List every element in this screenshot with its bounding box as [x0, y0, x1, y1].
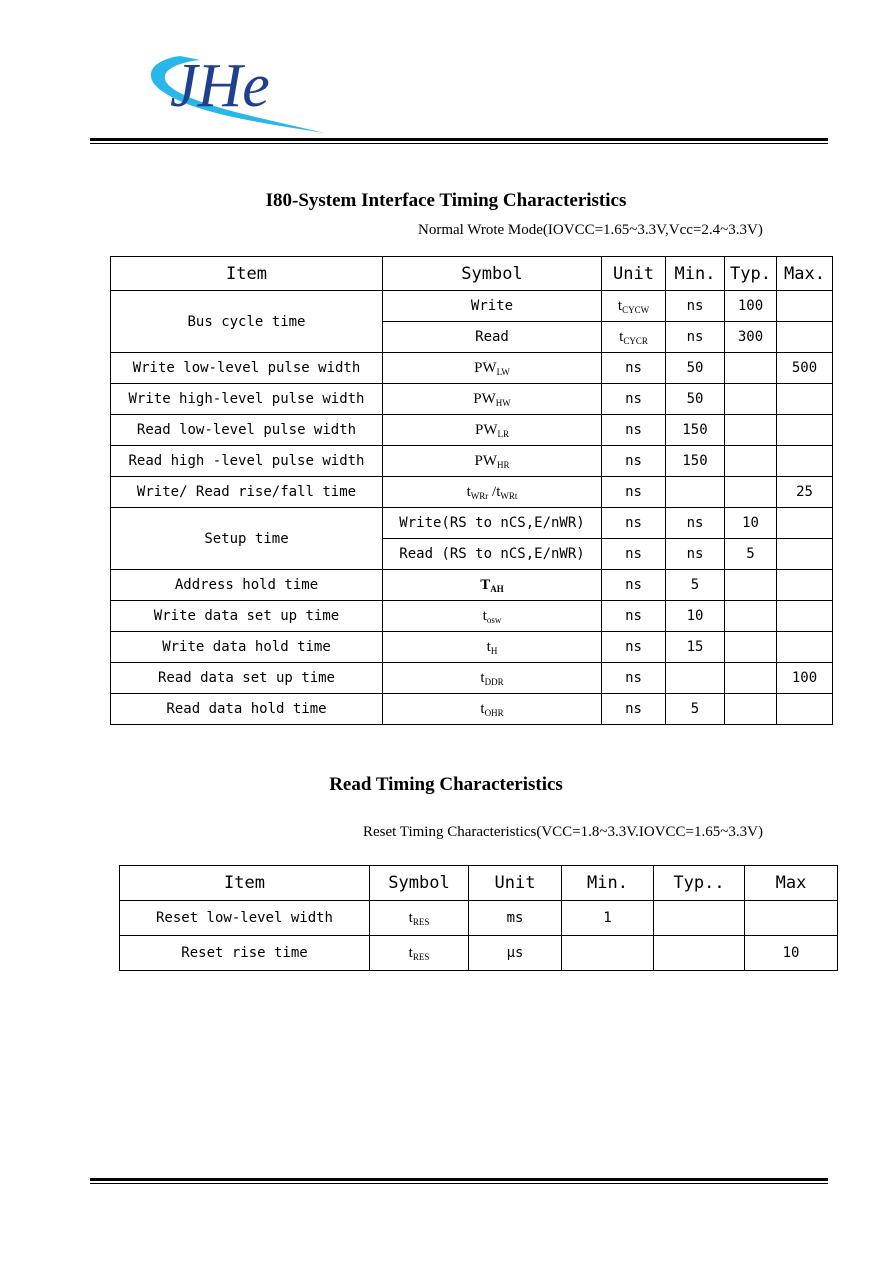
header-unit: Unit: [469, 866, 562, 901]
row-typ: [725, 446, 777, 477]
row-symbol: $t_H$: [383, 632, 602, 663]
row-item: Write high-level pulse width: [111, 384, 383, 415]
table-row: [111, 663, 833, 694]
row-max: [777, 446, 833, 477]
row-max: [777, 694, 833, 725]
row-item: Write/ Read rise/fall time: [111, 477, 383, 508]
row-item: Read data set up time: [111, 663, 383, 694]
row-symbol: $t_{CYCR}$: [602, 322, 666, 353]
row-min: 5: [666, 570, 725, 601]
row-item: Read data hold time: [111, 694, 383, 725]
row-symbol-label: Read (RS to nCS,E/nWR): [383, 539, 602, 570]
row-min: ns: [666, 508, 725, 539]
table1-title: I80-System Interface Timing Characteristics: [265, 190, 627, 211]
table-row: [111, 291, 833, 322]
row-symbol: $t_{osw}$: [383, 601, 602, 632]
swoosh-logo-icon: [140, 38, 330, 138]
row-typ: [654, 901, 745, 936]
table2-title: Read Timing Characteristics: [329, 774, 563, 795]
row-typ: [725, 663, 777, 694]
row-item: Reset low-level width: [120, 901, 370, 936]
header-max: Max.: [777, 257, 833, 291]
row-min: ns: [666, 539, 725, 570]
row-unit: ns: [602, 477, 666, 508]
table2-condition: Reset Timing Characteristics(VCC=1.8~3.3V.IOVCC=1.65~3.3V): [363, 824, 763, 840]
row-symbol: $t_{DDR}$: [383, 663, 602, 694]
header-typ: Typ..: [654, 866, 745, 901]
row-unit: ns: [602, 694, 666, 725]
table-row: [111, 694, 833, 725]
header-typ: Typ.: [725, 257, 777, 291]
row-max: 100: [777, 663, 833, 694]
row-symbol: $PW_{HR}$: [383, 446, 602, 477]
row-typ: 10: [725, 508, 777, 539]
table-row: [111, 415, 833, 446]
row-symbol: $T_{AH}$: [383, 570, 602, 601]
row-symbol: $t_{WRr}$ $/t_{WRt}$: [383, 477, 602, 508]
header-rule-thin: [90, 143, 828, 144]
header-rule: [90, 138, 828, 141]
row-unit: ns: [602, 508, 666, 539]
row-typ: [725, 353, 777, 384]
row-min: 50: [666, 384, 725, 415]
row-min: 15: [666, 632, 725, 663]
row-max: [777, 601, 833, 632]
row-max: [777, 415, 833, 446]
header-symbol: Symbol: [370, 866, 469, 901]
row-max: [777, 570, 833, 601]
header-min: Min.: [666, 257, 725, 291]
row-min: 50: [666, 353, 725, 384]
row-typ: [725, 384, 777, 415]
table-row: [111, 508, 833, 539]
row-typ: [725, 477, 777, 508]
row-min: 100: [725, 291, 777, 322]
row-max: 25: [777, 477, 833, 508]
row-min: 150: [666, 446, 725, 477]
row-max: [777, 384, 833, 415]
row-max: 10: [745, 936, 838, 971]
row-max: [777, 632, 833, 663]
row-symbol: $PW_{HW}$: [383, 384, 602, 415]
timing-table: [110, 256, 833, 725]
reset-timing-table: [119, 865, 838, 971]
row-typ: [725, 601, 777, 632]
row-min: 150: [666, 415, 725, 446]
row-min: [666, 663, 725, 694]
table-row: [120, 936, 838, 971]
row-item: Write data set up time: [111, 601, 383, 632]
header-item: Item: [111, 257, 383, 291]
row-unit: ns: [602, 632, 666, 663]
row-item: Read high -level pulse width: [111, 446, 383, 477]
row-item: Setup time: [111, 508, 383, 570]
row-item: Write low-level pulse width: [111, 353, 383, 384]
row-max: [777, 539, 833, 570]
row-item: Read low-level pulse width: [111, 415, 383, 446]
row-max: [777, 322, 833, 353]
row-typ: [654, 936, 745, 971]
header-unit: Unit: [602, 257, 666, 291]
header-item: Item: [120, 866, 370, 901]
table-row: [111, 384, 833, 415]
row-unit: ns: [602, 353, 666, 384]
header-min: Min.: [562, 866, 654, 901]
row-symbol: $PW_{LW}$: [383, 353, 602, 384]
row-typ: [725, 632, 777, 663]
row-min: 300: [725, 322, 777, 353]
row-min: 1: [562, 901, 654, 936]
header-max: Max: [745, 866, 838, 901]
row-unit: ns: [666, 322, 725, 353]
company-logo: [140, 38, 330, 138]
row-unit: ns: [602, 539, 666, 570]
row-typ: [725, 415, 777, 446]
row-unit: ns: [602, 663, 666, 694]
row-max: [745, 901, 838, 936]
header-symbol: Symbol: [383, 257, 602, 291]
row-min: 5: [666, 694, 725, 725]
row-symbol: $t_{CYCW}$: [602, 291, 666, 322]
row-symbol-label: Write(RS to nCS,E/nWR): [383, 508, 602, 539]
logo-text: JHe: [170, 52, 270, 120]
row-min: [666, 477, 725, 508]
row-symbol: $t_{OHR}$: [383, 694, 602, 725]
row-min: [562, 936, 654, 971]
row-unit: μs: [469, 936, 562, 971]
table-row: [111, 570, 833, 601]
row-max: [777, 291, 833, 322]
row-unit: ns: [602, 570, 666, 601]
row-max: 500: [777, 353, 833, 384]
table-row: [120, 901, 838, 936]
row-typ: 5: [725, 539, 777, 570]
footer-rule: [90, 1178, 828, 1181]
row-unit: ms: [469, 901, 562, 936]
row-typ: [725, 570, 777, 601]
row-symbol-label: Read: [383, 322, 602, 353]
table-row: [111, 601, 833, 632]
row-min: 10: [666, 601, 725, 632]
row-symbol: $t_{RES}$: [370, 936, 469, 971]
row-unit: ns: [602, 384, 666, 415]
table-row: [111, 446, 833, 477]
table-header-row: [111, 257, 833, 291]
table-header-row: [120, 866, 838, 901]
row-unit: ns: [666, 291, 725, 322]
row-typ: [725, 694, 777, 725]
footer-rule-thin: [90, 1183, 828, 1184]
table1-condition: Normal Wrote Mode(IOVCC=1.65~3.3V,Vcc=2.4~3.3V): [418, 222, 763, 238]
row-symbol-label: Write: [383, 291, 602, 322]
table-row: [111, 477, 833, 508]
row-max: [777, 508, 833, 539]
row-item: Address hold time: [111, 570, 383, 601]
row-symbol: $t_{RES}$: [370, 901, 469, 936]
table-row: [111, 632, 833, 663]
row-unit: ns: [602, 446, 666, 477]
row-unit: ns: [602, 415, 666, 446]
row-symbol: $PW_{LR}$: [383, 415, 602, 446]
table-row: [111, 353, 833, 384]
row-item: Write data hold time: [111, 632, 383, 663]
row-unit: ns: [602, 601, 666, 632]
row-item: Bus cycle time: [111, 291, 383, 353]
row-item: Reset rise time: [120, 936, 370, 971]
